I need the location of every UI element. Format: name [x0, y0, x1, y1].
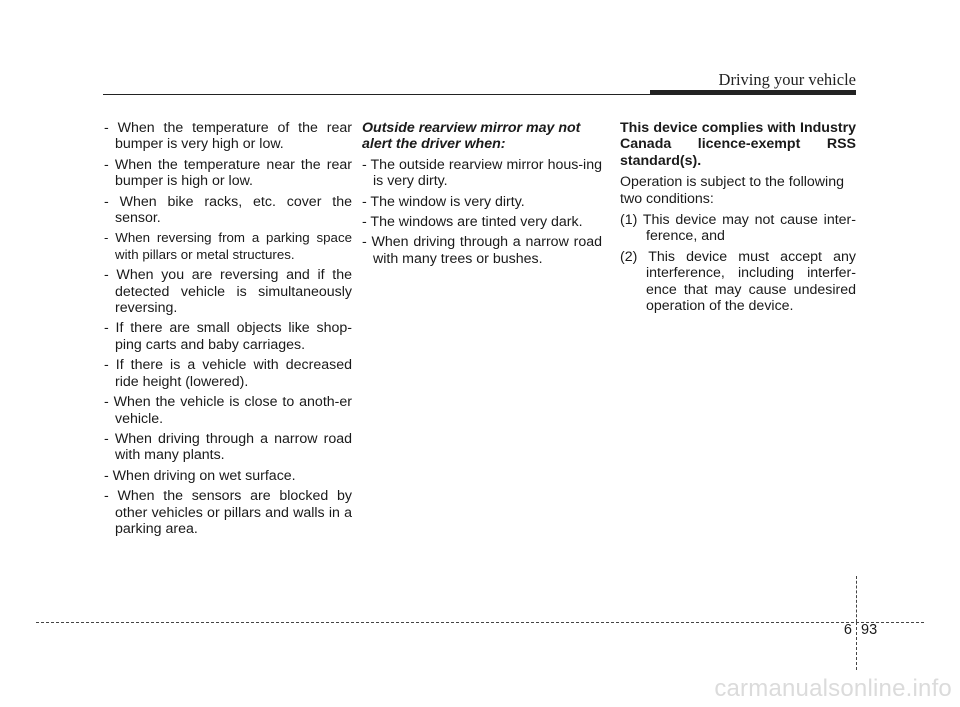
list-item: - When driving through a narrow road with many plants.	[104, 430, 352, 464]
list-item: - When you are reversing and if the detected vehicle is simultaneously reversing.	[104, 267, 352, 317]
list-item: - The window is very dirty.	[362, 193, 525, 210]
list-item: - When the sensors are blocked by other vehicles or pillars and walls in a parking area.	[104, 488, 352, 537]
list-item: - If there is a vehicle with decreased ride height (lowered).	[104, 357, 352, 390]
list-item: - If there are small objects like shop-ping carts and baby carriages.	[104, 320, 352, 353]
mirror-warning-heading: Outside rearview mirror may not alert the driver when:	[362, 120, 581, 153]
list-item: - When driving on wet surface.	[104, 467, 296, 484]
condition-item: (2) This device must accept any interference, including interfer-ence that may cause undesired operation of the device.	[620, 248, 856, 315]
page-number: 93	[861, 622, 878, 638]
compliance-statement: This device complies with Industry Canada licence-exempt RSS standard(s).	[620, 120, 856, 169]
footer-divider	[856, 622, 857, 670]
list-item: - When the temperature near the rear bumper is high or low.	[104, 156, 352, 190]
header-rule	[103, 94, 650, 95]
column-left	[104, 120, 352, 541]
column-middle	[362, 120, 602, 271]
list-item: - When driving through a narrow road with many trees or bushes.	[362, 234, 602, 267]
watermark: carmanualsonline.info	[714, 675, 952, 702]
list-item: - When reversing from a parking space with pillars or metal structures.	[104, 230, 352, 262]
list-item: - When the temperature of the rear bumper is very high or low.	[104, 120, 352, 153]
header-bar	[650, 90, 856, 95]
list-item: - The outside rearview mirror hous-ing is very dirty.	[362, 156, 602, 190]
condition-item: (1) This device may not cause inter-ference, and	[620, 212, 856, 245]
footer-divider-top	[856, 576, 857, 622]
chapter-number: 6	[843, 622, 852, 638]
section-title: Driving your vehicle	[718, 70, 856, 89]
conditions-intro: Operation is subject to the following two conditions:	[620, 174, 844, 207]
footer-rule	[36, 622, 924, 623]
list-item: - The windows are tinted very dark.	[362, 214, 583, 231]
list-item: - When the vehicle is close to anoth-er vehicle.	[104, 394, 352, 427]
column-right	[620, 120, 856, 318]
list-item: - When bike racks, etc. cover the sensor.	[104, 193, 352, 227]
